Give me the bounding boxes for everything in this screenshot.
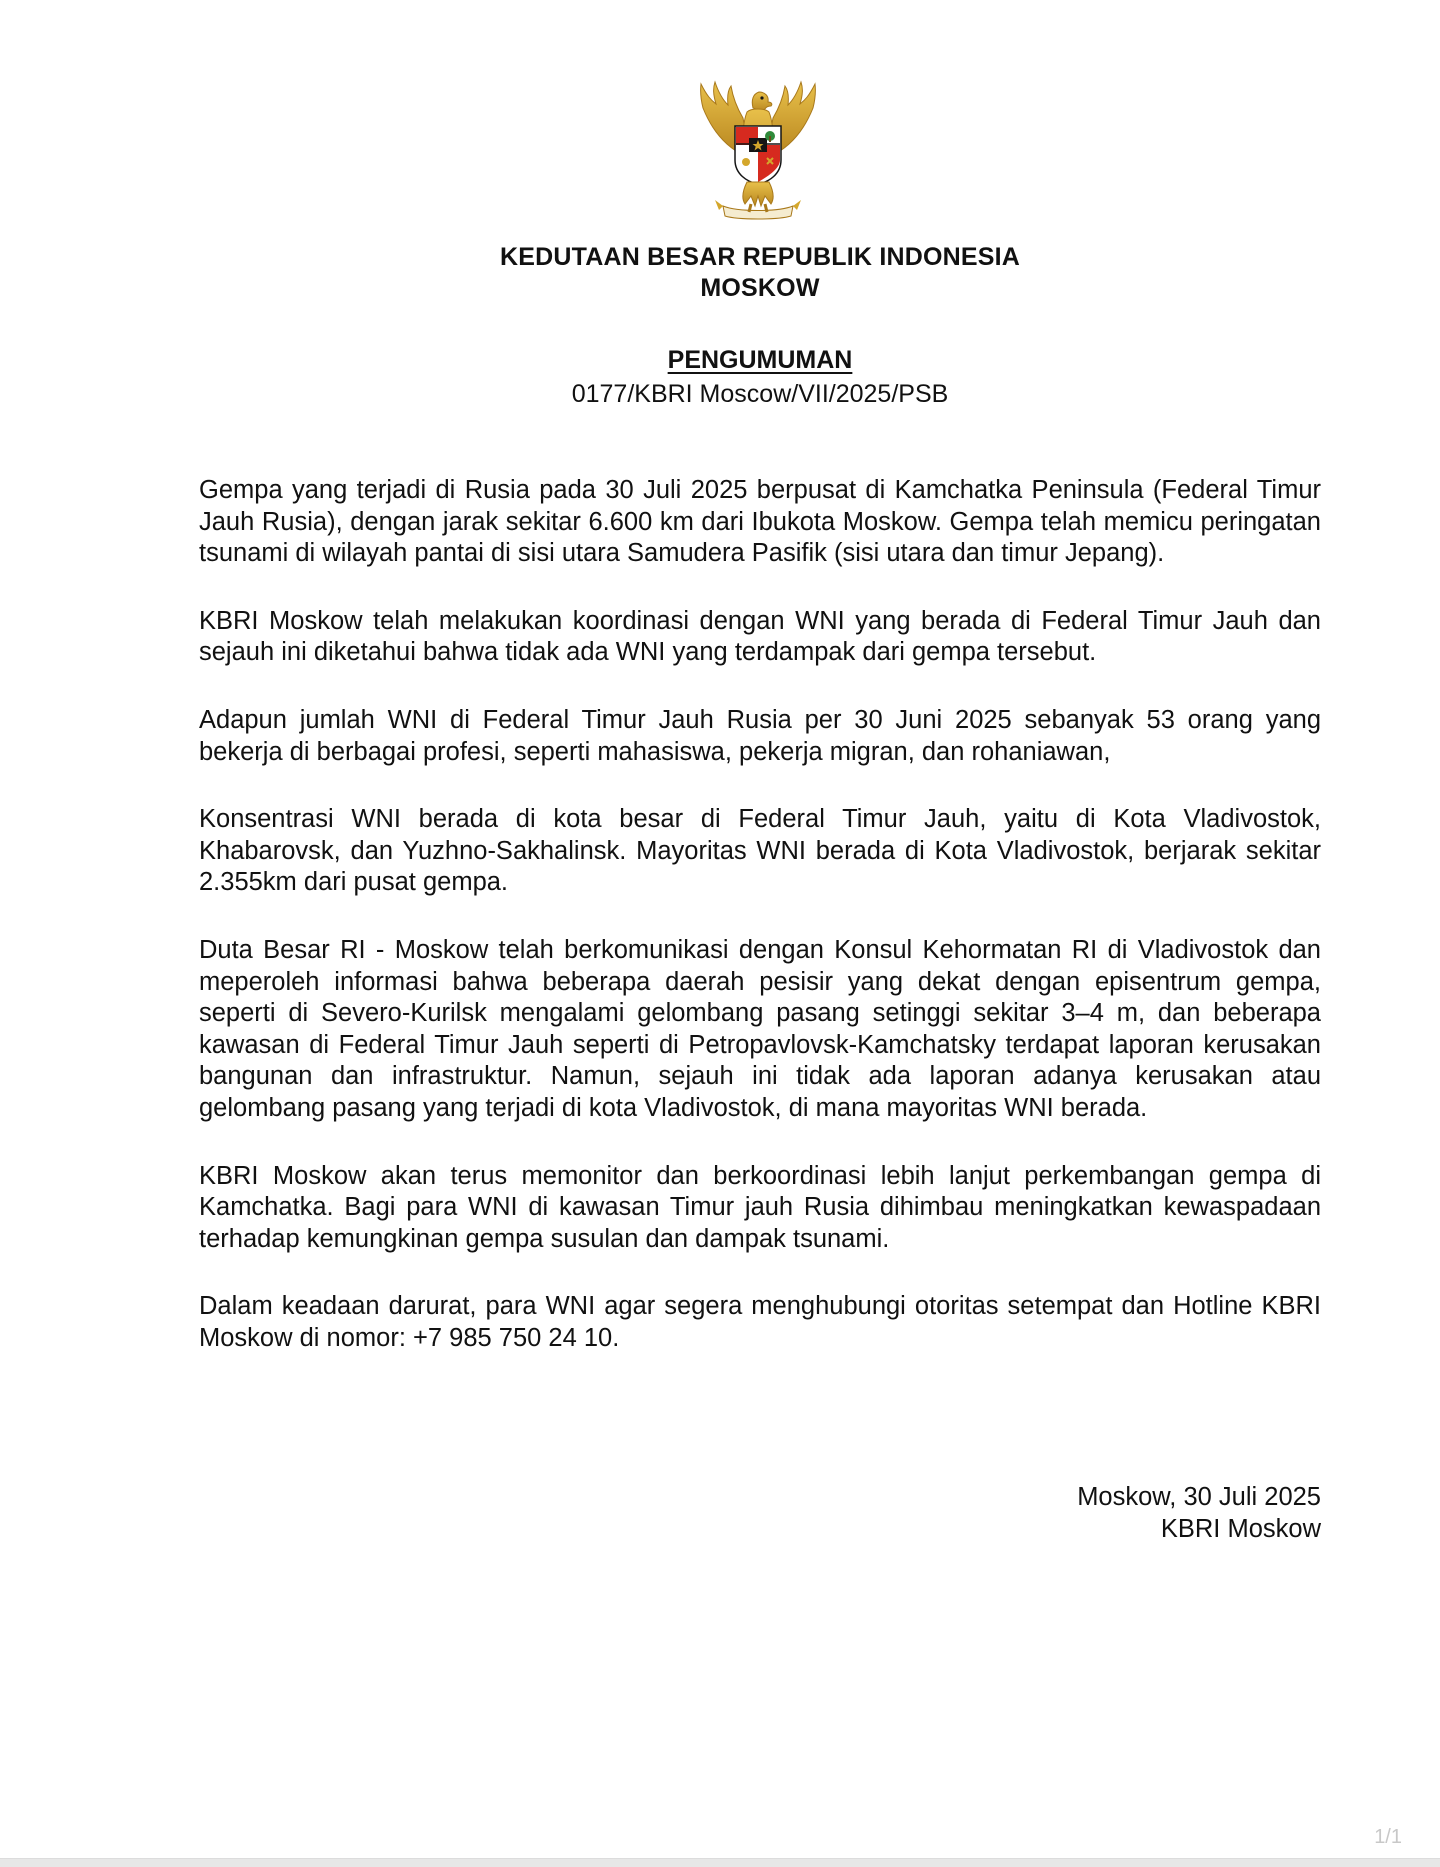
signature-issuer: KBRI Moskow bbox=[1160, 1514, 1321, 1543]
paragraph-6: KBRI Moskow akan terus memonitor dan berkoordinasi lebih lanjut perkembangan gempa di Kamchatka. Bagi para WNI di kawasan Timur jauh Rusia dihimbau meningkatkan kewaspadaan terhadap kemungkinan gempa susulan dan dampak tsunami. bbox=[199, 1161, 1321, 1253]
announcement-body bbox=[199, 475, 1321, 1390]
signature-block bbox=[1077, 1482, 1321, 1545]
paragraph-1: Gempa yang terjadi di Rusia pada 30 Juli 2025 berpusat di Kamchatka Peninsula (Federal Timur Jauh Rusia), dengan jarak sekitar 6.600 km dari Ibukota Moskow. Gempa telah memicu peringatan tsunami di wilayah pantai di sisi utara Samudera Pasifik (sisi utara dan timur Jepang). bbox=[199, 476, 1321, 568]
announcement-title-text: PENGUMUMAN bbox=[667, 346, 853, 374]
garuda-pancasila-icon bbox=[683, 78, 833, 228]
page-indicator: 1/1 bbox=[1374, 1826, 1402, 1848]
signature-place-date: Moskow, 30 Juli 2025 bbox=[1077, 1483, 1321, 1511]
announcement-title bbox=[0, 345, 1440, 375]
viewer-bottom-bar bbox=[0, 1858, 1440, 1867]
paragraph-7: Dalam keadaan darurat, para WNI agar segera menghubungi otoritas setempat dan Hotline KBRI Moskow di nomor: +7 985 750 24 10. bbox=[199, 1292, 1321, 1352]
embassy-name: KEDUTAAN BESAR REPUBLIK INDONESIA bbox=[499, 243, 1021, 271]
embassy-header bbox=[0, 242, 1440, 304]
paragraph-5: Duta Besar RI - Moskow telah berkomunikasi dengan Konsul Kehormatan RI di Vladivostok dan meperoleh informasi bahwa beberapa daerah pesisir yang dekat dengan episentrum gempa, seperti di Severo-Kurilsk mengalami gelombang pasang setinggi sekitar 3–4 m, dan beberapa kawasan di Federal Timur Jauh seperti di Petropavlovsk-Kamchatsky terdapat laporan kerusakan bangunan dan infrastruktur. Namun, sejauh ini tidak ada laporan adanya kerusakan atau gelombang pasang yang terjadi di kota Vladivostok, di mana mayoritas WNI berada. bbox=[199, 935, 1321, 1122]
embassy-city: MOSKOW bbox=[700, 274, 820, 302]
paragraph-4: Konsentrasi WNI berada di kota besar di Federal Timur Jauh, yaitu di Kota Vladivostok, Khabarovsk, dan Yuzhno-Sakhalinsk. Mayoritas WNI berada di Kota Vladivostok, berjarak sekitar 2.355km dari pusat gempa. bbox=[199, 805, 1321, 897]
paragraph-3: Adapun jumlah WNI di Federal Timur Jauh Rusia per 30 Juni 2025 sebanyak 53 orang yang bekerja di berbagai profesi, seperti mahasiswa, pekerja migran, dan rohaniawan, bbox=[199, 705, 1321, 766]
paragraph-2: KBRI Moskow telah melakukan koordinasi dengan WNI yang berada di Federal Timur Jauh dan sejauh ini diketahui bahwa tidak ada WNI yang terdampak dari gempa tersebut. bbox=[199, 606, 1321, 667]
announcement-number: 0177/KBRI Moscow/VII/2025/PSB bbox=[571, 380, 949, 408]
